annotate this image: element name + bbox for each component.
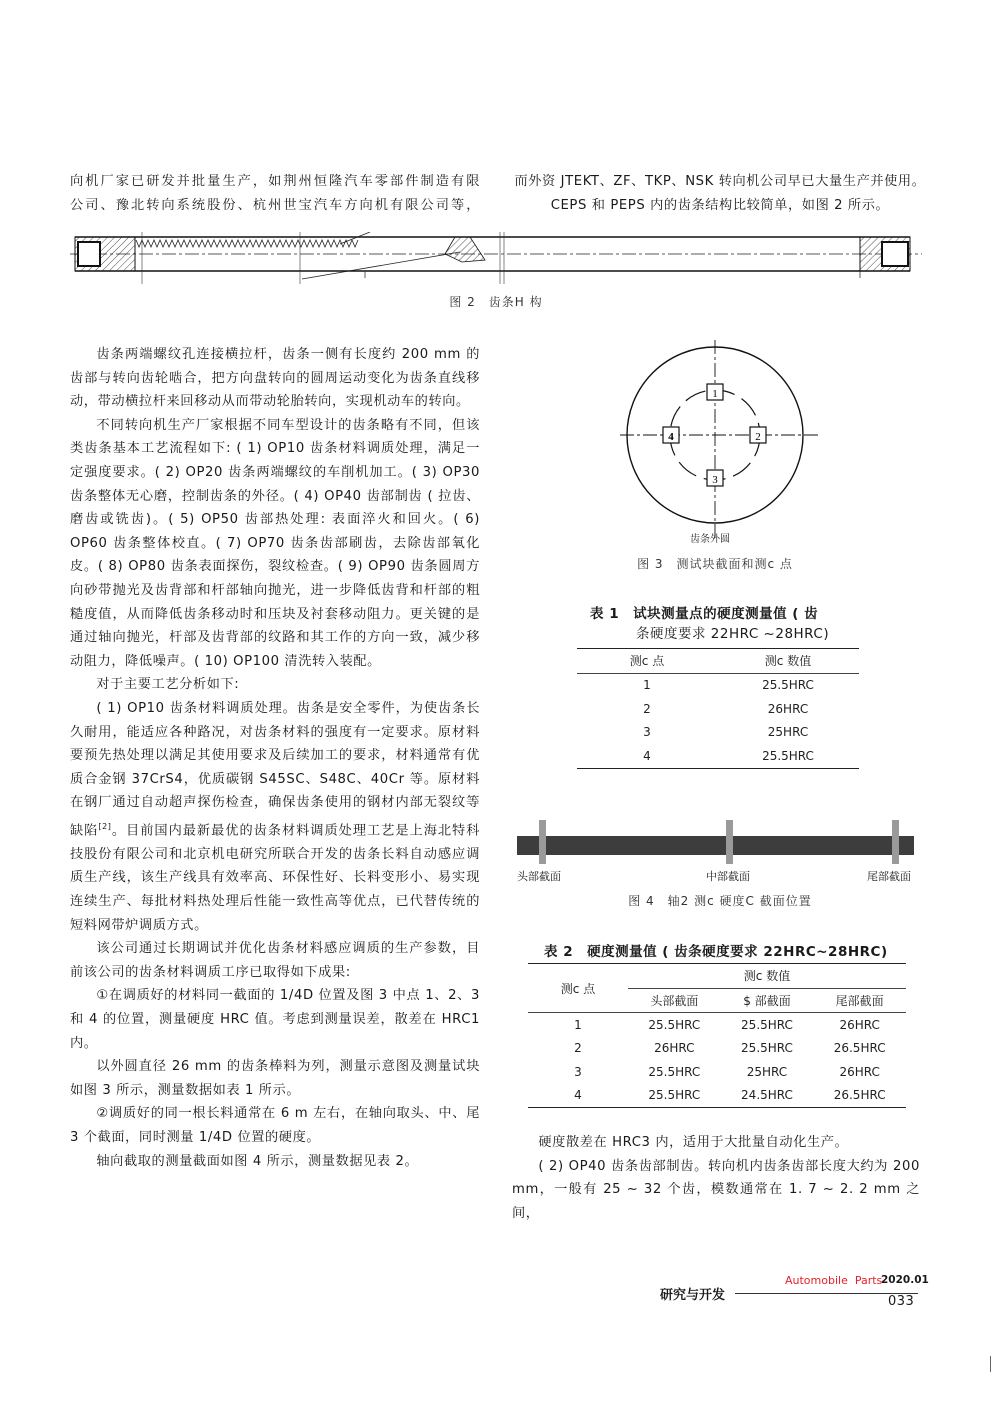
table-cell: 1 (643, 678, 651, 693)
table-row (577, 673, 859, 697)
table-header: 尾部截面 (835, 993, 884, 1008)
table-row (528, 1037, 906, 1061)
table-header: 测c 点 (528, 964, 628, 1013)
table-cell: 25.5HRC (741, 1041, 793, 1056)
table-title-line: 表 1 试块测量点的硬度测量值 ( 齿 (590, 606, 819, 622)
section-label-tail: 尾部截面 (867, 870, 911, 883)
table-group-header: 测c 数值 (628, 964, 906, 989)
table-header: 测c 数值 (764, 654, 812, 669)
figure-4 (517, 820, 917, 865)
table-cell: 25.5HRC (648, 1017, 701, 1032)
paragraph: 硬度散差在 HRC3 内，适用于大批量自动化生产。 (538, 1135, 849, 1150)
point-label: 1 (712, 388, 718, 400)
table-row (528, 1060, 906, 1084)
table-cell: 25HRC (767, 725, 809, 740)
table-cell: 24.5HRC (741, 1088, 793, 1103)
left-column (70, 343, 480, 1173)
table-row (577, 721, 859, 745)
measure-point-4 (663, 427, 679, 443)
table-header: 测c 点 (629, 654, 665, 669)
rack-teeth (136, 240, 358, 247)
table-cell: 25.5HRC (741, 1017, 793, 1032)
section-marker-head (539, 820, 546, 864)
paragraph: 齿条两端螺纹孔连接横拉杆，齿条一侧有长度约 200 mm 的齿部与转向齿轮啮合，把方向盘转向的圆周运动变化为齿条直线移动，带动横拉杆来回移动从而带动轮胎转向，实现机动车的转向。 (70, 347, 480, 410)
paragraph: 轴向截取的测量截面如图 4 所示，测量数据见表 2。 (96, 1153, 419, 1169)
edge-mark (990, 1356, 991, 1372)
table-cell: 25.5HRC (648, 1064, 701, 1079)
figure-2 (70, 232, 922, 284)
table-2-title: 表 2 硬度测量值 ( 齿条硬度要求 22HRC~28HRC) (544, 944, 888, 960)
journal-name: Automobile Parts (785, 1274, 883, 1287)
measure-point-2 (750, 427, 766, 443)
table-2 (528, 963, 906, 1108)
cross-section-diagram (620, 340, 830, 550)
table-row (528, 1013, 906, 1037)
table-title-line: 条硬度要求 22HRC ~28HRC) (636, 626, 830, 642)
measure-point-1 (707, 384, 723, 400)
figure-4-caption: 图 4 轴2 测c 硬度C 截面位置 (628, 894, 812, 908)
table-cell: 25HRC (746, 1064, 788, 1079)
point-label: 3 (712, 474, 718, 486)
paragraph: 该公司通过长期调试并优化齿条材料感应调质的生产参数，目前该公司的齿条材料调质工序已取得如下成果: (70, 941, 480, 980)
section-label-middle: 中部截面 (706, 870, 750, 883)
outer-circle-label: 齿条外圆 (690, 534, 730, 545)
paragraph: 以外圆直径 26 mm 的齿条棒料为列，测量示意图及测量试块如图 3 所示，测量数据如表 1 所示。 (70, 1059, 480, 1098)
figure-3 (620, 340, 830, 550)
table-1-title (590, 602, 860, 642)
paragraph: ②调质好的同一根长料通常在 6 m 左右，在轴向取头、中、尾 3 个截面，同时测量 1/4D 位置的硬度。 (70, 1106, 480, 1145)
text-line: 公司、豫北转向系统股份、杭州世宝汽车方向机有限公司等， (70, 197, 480, 213)
table-cell: 2 (643, 701, 651, 716)
right-column-bottom (512, 1131, 920, 1225)
text-line: 向机厂家已研发并批量生产，如荆州恒隆汽车零部件制造有限 (70, 174, 480, 189)
point-label: 4 (668, 431, 674, 443)
table-cell: 26.5HRC (833, 1041, 886, 1056)
table-cell: 25.5HRC (762, 678, 814, 693)
section-label-head: 头部截面 (517, 870, 561, 883)
table-1 (577, 648, 859, 769)
paragraph: 对于主要工艺分析如下: (96, 677, 240, 693)
page-number: 033 (888, 1294, 915, 1309)
paragraph: ①在调质好的材料同一截面的 1/4D 位置及图 3 中点 1、2、3 和 4 的位置，测量硬度 HRC 值。考虑到测量误差，散差在 HRC1 内。 (70, 988, 480, 1051)
table-cell: 3 (643, 725, 651, 740)
section-label: 研究与开发 (660, 1288, 726, 1303)
table-cell: 26HRC (839, 1064, 880, 1079)
table-header: 头部截面 (650, 993, 699, 1008)
table-row (528, 1084, 906, 1108)
table-cell: 3 (574, 1064, 582, 1079)
table-cell: 4 (574, 1088, 582, 1103)
section-marker-middle (726, 820, 733, 864)
shaft-bar (517, 836, 914, 855)
issue-number: 2020.01 (881, 1274, 929, 1286)
text-line: CEPS 和 PEPS 内的齿条结构比较简单，如图 2 所示。 (550, 197, 890, 213)
table-cell: 1 (574, 1017, 582, 1032)
paragraph-text: 。目前国内最新最优的齿条材料调质处理工艺是上海北特科技股份有限公司和北京机电研究所联合开发的齿条长料自动感应调质生产线，该生产线具有效率高、环保性好、长料变形小、易实现连续生产、每批材料热处理后性能一致性高等优点，已代替传统的短料网带炉调质方式。 (70, 823, 480, 933)
table-cell: 26HRC (767, 701, 809, 716)
table-cell: 25.5HRC (762, 748, 814, 763)
figure-3-caption: 图 3 测试块截面和测c 点 (637, 557, 793, 571)
table-cell: 4 (643, 748, 651, 763)
text-line: 而外资 JTEKT、ZF、TKP、NSK 转向机公司早已大量生产并使用。 (514, 174, 926, 189)
top-right-text (510, 170, 930, 217)
table-cell: 2 (574, 1041, 582, 1056)
section-marker-tail (892, 820, 899, 864)
paragraph-text: ( 1) OP10 齿条材料调质处理。齿条是安全零件，为使齿条长久耐用，能适应各种路况，对齿条材料的强度有一定要求。原材料要预先热处理以满足其使用要求及后续加工的要求，材料通常有优质合金钢 37CrS4，优质碳钢 S45SC、S48C、40Cr 等。原材料在钢厂通过自动超声探伤检查，确保齿条使用的钢材内部无裂纹等缺陷 (70, 700, 480, 839)
rack-drawing (70, 232, 922, 284)
measure-point-3 (707, 470, 723, 486)
table-row (577, 744, 859, 768)
table-header: $ 部截面 (743, 993, 791, 1008)
table-row (577, 697, 859, 721)
table-cell: 25.5HRC (648, 1088, 701, 1103)
figure-2-caption: 图 2 齿条H 构 (449, 295, 543, 309)
point-label: 2 (755, 431, 761, 443)
table-cell: 26HRC (654, 1041, 695, 1056)
paragraph: 不同转向机生产厂家根据不同车型设计的齿条略有不同，但该类齿条基本工艺流程如下: ( 1) OP10 齿条材料调质处理，满足一定强度要求。( 2) OP20 齿条两端螺纹的车削机加工。( 3) OP30 齿条整体无心磨，控制齿条的外径。( 4) OP40 齿部制齿 ( 拉齿、磨齿或铣齿)。( 5) OP50 齿部热处理: 表面淬火和回火。( 6) OP60 齿条整体校直。( 7) OP70 齿条齿部刷齿，去除齿部氧化皮。( 8) OP80 齿条表面探伤，裂纹检查。( 9) OP90 齿条圆周方向砂带抛光及齿背部和杆部轴向抛光，进一步降低齿背和杆部的粗糙度值，从而降低齿条移动时和压块及衬套移动阻力。更关键的是通过轴向抛光，杆部及齿背部的纹路和其工作的方向一致，减少移动阻力，降低噪声。( 10) OP100 清洗转入装配。 (70, 417, 480, 669)
citation[interactable]: [2] (98, 821, 112, 831)
table-cell: 26HRC (839, 1017, 880, 1032)
paragraph (70, 697, 480, 937)
top-left-text (70, 170, 480, 217)
table-cell: 26.5HRC (833, 1088, 886, 1103)
paragraph: ( 2) OP40 齿条齿部制齿。转向机内齿条齿部长度大约为 200 mm，一般有 25 ~ 32 个齿，模数通常在 1. 7 ~ 2. 2 mm 之间， (512, 1158, 920, 1221)
